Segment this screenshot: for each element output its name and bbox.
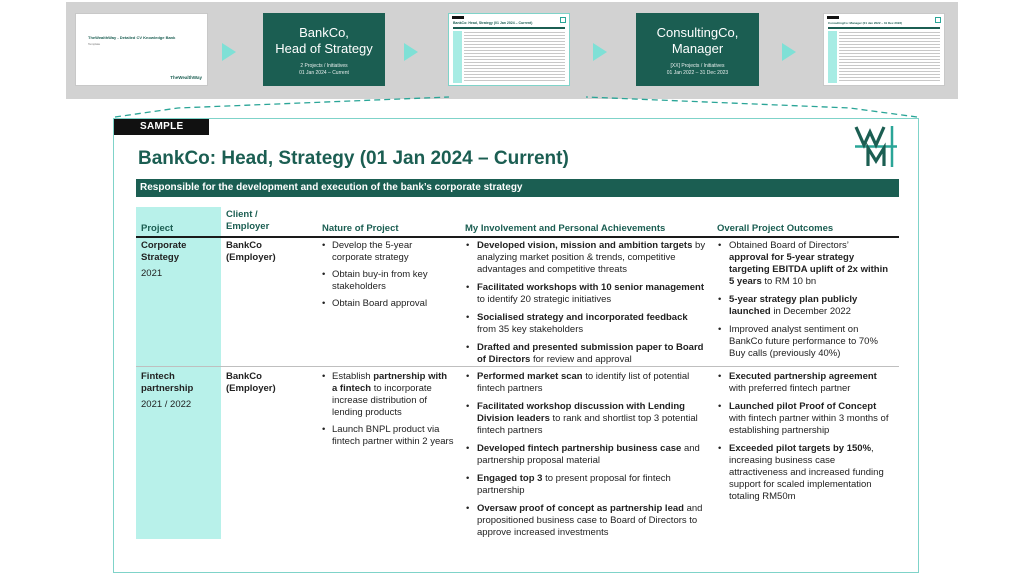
nature-of-project: [322, 240, 454, 315]
chevron-right-icon: [404, 43, 418, 61]
table-row-project: [141, 371, 216, 411]
list-item: • Facilitated workshops with 10 senior management to identify 20 strategic initiatives: [465, 282, 707, 306]
list-item: • Obtain buy-in from key stakeholders: [322, 269, 454, 293]
slide-thumbnail-strip: [66, 2, 958, 99]
thumbnail-cover-title: TheWealthWay - Detailed CV Knowledge Bank: [88, 35, 176, 40]
thumbnail-role-projects: [XX] Projects / Initiatives: [670, 63, 725, 69]
thumbnail-role-period: 01 Jan 2022 – 31 Dec 2023: [666, 70, 729, 76]
thumbnail-cover[interactable]: [75, 13, 208, 86]
thumbnail-cover-brand: TheWealthWay: [170, 75, 202, 80]
project-name: Corporate Strategy: [141, 240, 187, 263]
thumbnail-preview-title: BankCo: Head, Strategy (01 Jan 2024 – Current): [453, 21, 533, 25]
list-item: • Obtained Board of Directors’ approval for 5-year strategy targeting EBITDA uplift of 2x within 5 years to RM 10 bn: [717, 240, 889, 288]
thumbnail-role-company: ConsultingCo,: [656, 25, 739, 40]
mini-logo-icon: [935, 17, 941, 23]
column-header-involvement: My Involvement and Personal Achievements: [465, 223, 666, 234]
thumbnail-role-projects: 2 Projects / Initiatives: [300, 63, 348, 69]
header-divider: [136, 236, 899, 238]
thumbnail-role-title: Manager: [671, 41, 724, 56]
thumbnail-role-consultingco[interactable]: [636, 13, 759, 86]
list-item: • Engaged top 3 to present proposal for fintech partnership: [465, 473, 707, 497]
mini-project-column: [828, 31, 837, 83]
list-item: • 5-year strategy plan publicly launched in December 2022: [717, 294, 889, 318]
client-employer: BankCo (Employer): [226, 371, 276, 394]
thumbnail-role-company: BankCo,: [299, 25, 349, 40]
list-item: • Obtain Board approval: [322, 298, 454, 310]
chevron-right-icon: [593, 43, 607, 61]
list-item: • Launch BNPL product via fintech partner within 2 years: [322, 424, 454, 448]
list-item: • Exceeded pilot targets by 150%, increasing business case attractiveness and increased funding support for scaled implementation totaling RM50m: [717, 443, 889, 503]
detail-slide: [113, 118, 919, 573]
chevron-right-icon: [222, 43, 236, 61]
list-item: • Oversaw proof of concept as partnership lead and propositioned business case to Board of Directors to approve increased investments: [465, 503, 707, 539]
list-item: • Performed market scan to identify list of potential fintech partners: [465, 371, 707, 395]
mini-banner: [828, 27, 940, 29]
project-year: 2021 / 2022: [141, 399, 192, 410]
project-year: 2021: [141, 268, 163, 279]
column-header-nature: Nature of Project: [322, 223, 399, 234]
wm-monogram-icon: [854, 125, 898, 168]
thumbnail-role-title: Head of Strategy: [275, 41, 373, 56]
chevron-right-icon: [782, 43, 796, 61]
mini-sample-tag: [827, 16, 839, 19]
list-item: • Socialised strategy and incorporated feedback from 35 key stakeholders: [465, 312, 707, 336]
nature-of-project: [322, 371, 454, 453]
column-header-outcomes: Overall Project Outcomes: [717, 223, 834, 234]
role-summary-banner: Responsible for the development and execution of the bank’s corporate strategy: [136, 179, 899, 197]
list-item: • Develop the 5-year corporate strategy: [322, 240, 454, 264]
sample-tag: SAMPLE: [114, 119, 209, 135]
list-item: • Executed partnership agreement with preferred fintech partner: [717, 371, 889, 395]
mini-sample-tag: [452, 16, 464, 19]
column-header-project: Project: [141, 223, 174, 234]
project-outcomes: [717, 240, 889, 366]
mini-logo-icon: [560, 17, 566, 23]
involvement-achievements: [465, 371, 707, 545]
involvement-achievements: [465, 240, 707, 372]
column-header-client: Client / Employer: [226, 209, 270, 232]
mini-project-column: [453, 31, 462, 83]
table-row-project: [141, 240, 216, 280]
row-divider: [136, 366, 899, 367]
project-outcomes: [717, 371, 889, 509]
project-name: Fintech partnership: [141, 371, 194, 394]
thumbnail-role-bankco[interactable]: [263, 13, 385, 86]
list-item: • Establish partnership with a fintech to incorporate increase distribution of lending products: [322, 371, 454, 419]
list-item: • Developed vision, mission and ambition targets by analyzing market position & trends, competitive advantages and competitive threats: [465, 240, 707, 276]
mini-text-lines: [839, 32, 940, 81]
thumbnail-preview-consultingco[interactable]: [823, 13, 945, 86]
thumbnail-preview-bankco[interactable]: [448, 13, 570, 86]
page-title: BankCo: Head, Strategy (01 Jan 2024 – Current): [138, 148, 569, 169]
list-item: • Drafted and presented submission paper to Board of Directors for review and approval: [465, 342, 707, 366]
mini-banner: [453, 27, 565, 29]
list-item: • Facilitated workshop discussion with Lending Division leaders to rank and shortlist top 3 potential fintech partners: [465, 401, 707, 437]
list-item: • Launched pilot Proof of Concept with fintech partner within 3 months of establishing partnership: [717, 401, 889, 437]
list-item: • Developed fintech partnership business case and partnership proposal material: [465, 443, 707, 467]
thumbnail-preview-title: ConsultingCo: Manager (01 Jan 2022 – 31 Dec 2023): [828, 21, 903, 25]
mini-text-lines: [464, 32, 565, 81]
thumbnail-role-period: 01 Jan 2024 – Current: [299, 70, 349, 76]
client-employer: BankCo (Employer): [226, 240, 276, 263]
list-item: • Improved analyst sentiment on BankCo future performance to 70% Buy calls (previously 40%): [717, 324, 889, 360]
thumbnail-cover-subtitle: Template: [88, 42, 101, 46]
